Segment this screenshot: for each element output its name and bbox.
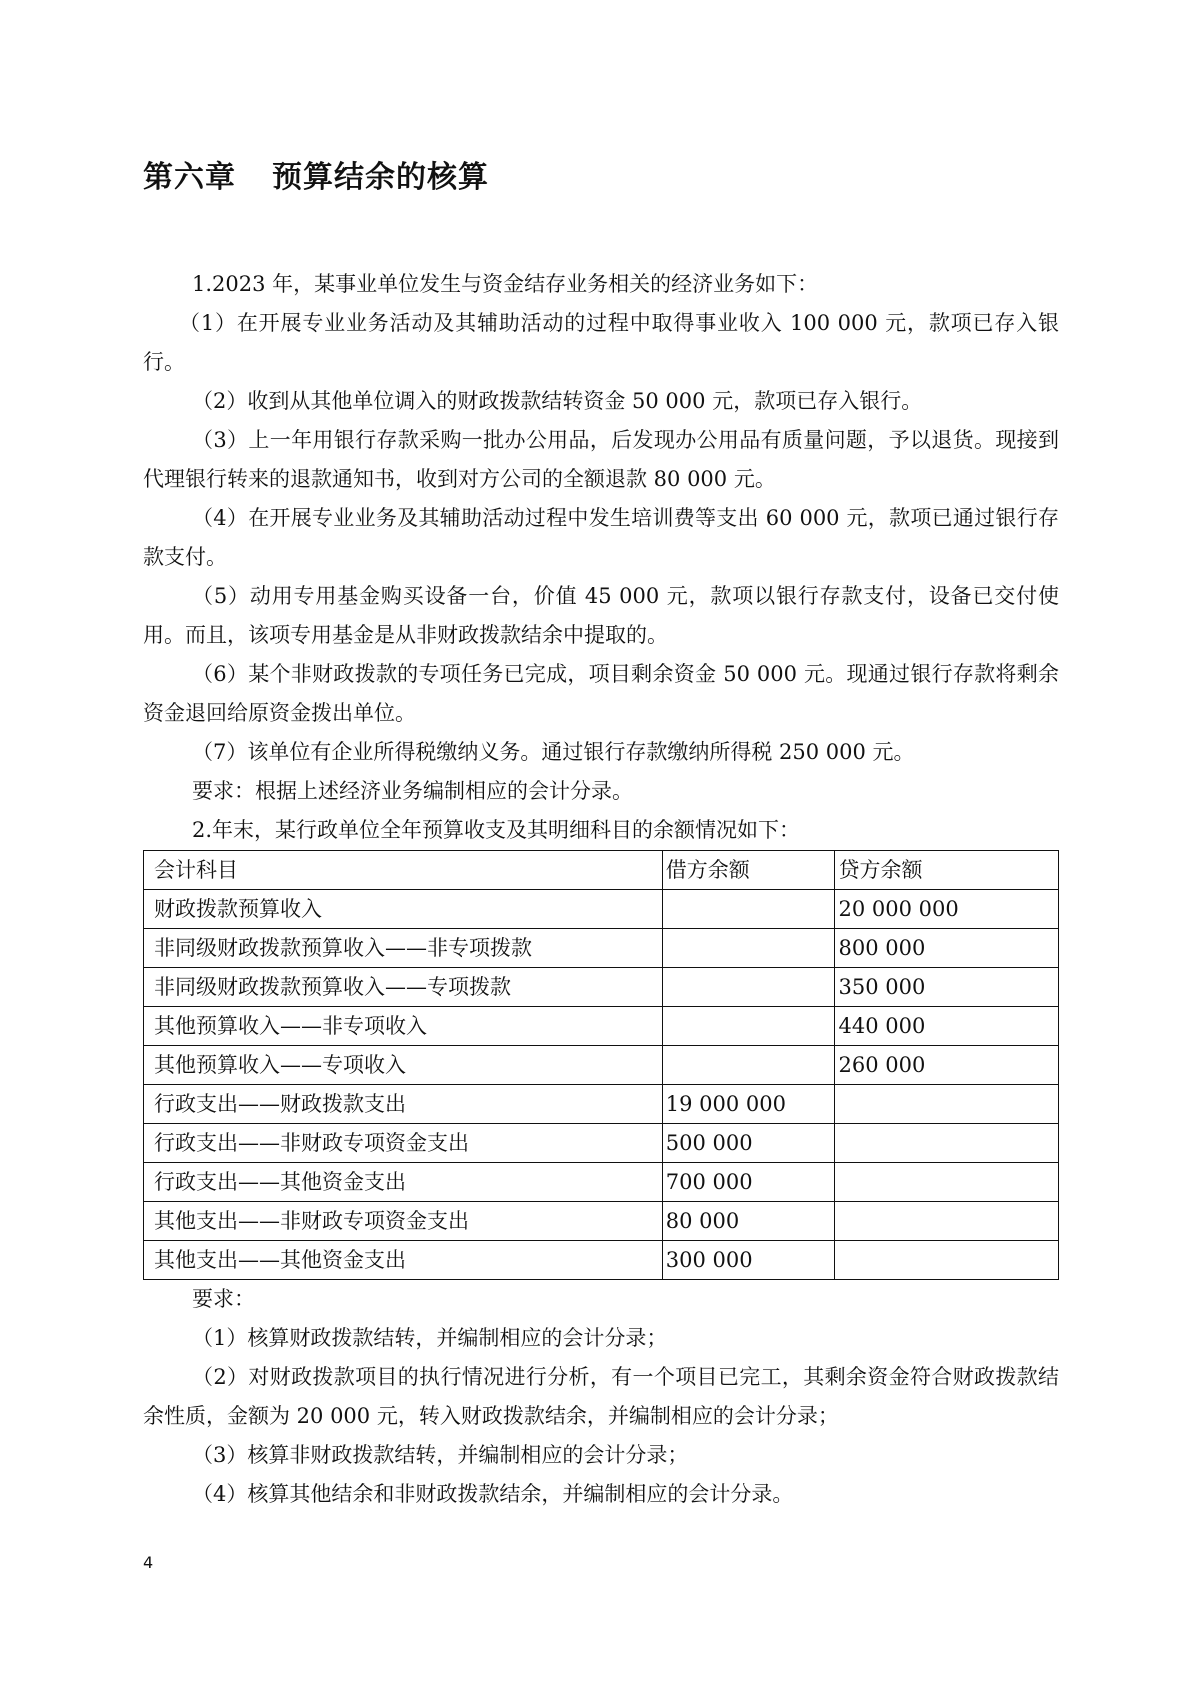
chapter-heading: 预算结余的核算 xyxy=(272,160,489,195)
chapter-title xyxy=(143,152,489,196)
exercise2-intro: 2.年末，某行政单位全年预算收支及其明细科目的余额情况如下： xyxy=(192,818,801,842)
exercise2-requirement: （3）核算非财政拨款结转，并编制相应的会计分录； xyxy=(192,1443,689,1467)
exercise2-requirement: （2）对财政拨款项目的执行情况进行分析，有一个项目已完工，其剩余资金符合财政拨款结余性质，金额为 20 000 元，转入财政拨款结余，并编制相应的会计分录； xyxy=(143,1365,1059,1428)
table-row xyxy=(144,890,1059,929)
credit-cell: 800 000 xyxy=(835,929,1059,968)
credit-cell xyxy=(835,1163,1059,1202)
account-cell: 行政支出——其他资金支出 xyxy=(144,1163,663,1202)
account-cell: 财政拨款预算收入 xyxy=(144,890,663,929)
table-row xyxy=(144,1124,1059,1163)
table-row xyxy=(144,1046,1059,1085)
exercise1-item: （7）该单位有企业所得税缴纳义务。通过银行存款缴纳所得税 250 000 元。 xyxy=(192,740,915,764)
table-row xyxy=(144,1007,1059,1046)
account-cell: 其他预算收入——专项收入 xyxy=(144,1046,663,1085)
debit-cell xyxy=(662,1046,835,1085)
exercise1-item: （1）在开展专业业务活动及其辅助活动的过程中取得事业收入 100 000 元，款项已存入银行。 xyxy=(143,311,1059,374)
credit-cell xyxy=(835,1202,1059,1241)
account-cell: 其他支出——其他资金支出 xyxy=(144,1241,663,1280)
exercise2-requirement: （4）核算其他结余和非财政拨款结余，并编制相应的会计分录。 xyxy=(192,1482,794,1506)
header-credit: 贷方余额 xyxy=(835,851,1059,890)
debit-cell xyxy=(662,968,835,1007)
debit-cell: 80 000 xyxy=(662,1202,835,1241)
credit-cell: 350 000 xyxy=(835,968,1059,1007)
account-cell: 其他预算收入——非专项收入 xyxy=(144,1007,663,1046)
credit-cell: 20 000 000 xyxy=(835,890,1059,929)
table-header-row xyxy=(144,851,1059,890)
table-row xyxy=(144,1202,1059,1241)
page-number: 4 xyxy=(143,1553,154,1572)
exercise1-item: （2）收到从其他单位调入的财政拨款结转资金 50 000 元，款项已存入银行。 xyxy=(192,389,923,413)
exercise1-item: （6）某个非财政拨款的专项任务已完成，项目剩余资金 50 000 元。现通过银行存款将剩余资金退回给原资金拨出单位。 xyxy=(143,662,1059,725)
exercise1-item: （5）动用专用基金购买设备一台，价值 45 000 元，款项以银行存款支付，设备已交付使用。而且，该项专用基金是从非财政拨款结余中提取的。 xyxy=(143,584,1059,647)
exercise1-item: （3）上一年用银行存款采购一批办公用品，后发现办公用品有质量问题，予以退货。现接到代理银行转来的退款通知书，收到对方公司的全额退款 80 000 元。 xyxy=(143,428,1059,491)
table-row xyxy=(144,1241,1059,1280)
balance-table xyxy=(143,850,1059,1280)
debit-cell xyxy=(662,890,835,929)
account-cell: 行政支出——非财政专项资金支出 xyxy=(144,1124,663,1163)
account-cell: 其他支出——非财政专项资金支出 xyxy=(144,1202,663,1241)
exercise1-item: （4）在开展专业业务及其辅助活动过程中发生培训费等支出 60 000 元，款项已通过银行存款支付。 xyxy=(143,506,1059,569)
credit-cell: 440 000 xyxy=(835,1007,1059,1046)
header-debit: 借方余额 xyxy=(662,851,835,890)
credit-cell xyxy=(835,1085,1059,1124)
exercise2-requirement: （1）核算财政拨款结转，并编制相应的会计分录； xyxy=(192,1326,668,1350)
table-row xyxy=(144,968,1059,1007)
account-cell: 行政支出——财政拨款支出 xyxy=(144,1085,663,1124)
debit-cell xyxy=(662,929,835,968)
header-account: 会计科目 xyxy=(144,851,663,890)
table-row xyxy=(144,929,1059,968)
account-cell: 非同级财政拨款预算收入——非专项拨款 xyxy=(144,929,663,968)
credit-cell: 260 000 xyxy=(835,1046,1059,1085)
debit-cell: 19 000 000 xyxy=(662,1085,835,1124)
chapter-body xyxy=(143,265,1059,1514)
account-cell: 非同级财政拨款预算收入——专项拨款 xyxy=(144,968,663,1007)
credit-cell xyxy=(835,1241,1059,1280)
exercise2-requirement-label: 要求： xyxy=(192,1287,255,1311)
debit-cell: 300 000 xyxy=(662,1241,835,1280)
debit-cell: 700 000 xyxy=(662,1163,835,1202)
credit-cell xyxy=(835,1124,1059,1163)
chapter-number: 第六章 xyxy=(143,160,236,195)
exercise1-requirement: 要求：根据上述经济业务编制相应的会计分录。 xyxy=(192,779,633,803)
table-row xyxy=(144,1085,1059,1124)
exercise1-intro: 1.2023 年，某事业单位发生与资金结存业务相关的经济业务如下： xyxy=(192,272,819,296)
table-row xyxy=(144,1163,1059,1202)
debit-cell xyxy=(662,1007,835,1046)
debit-cell: 500 000 xyxy=(662,1124,835,1163)
